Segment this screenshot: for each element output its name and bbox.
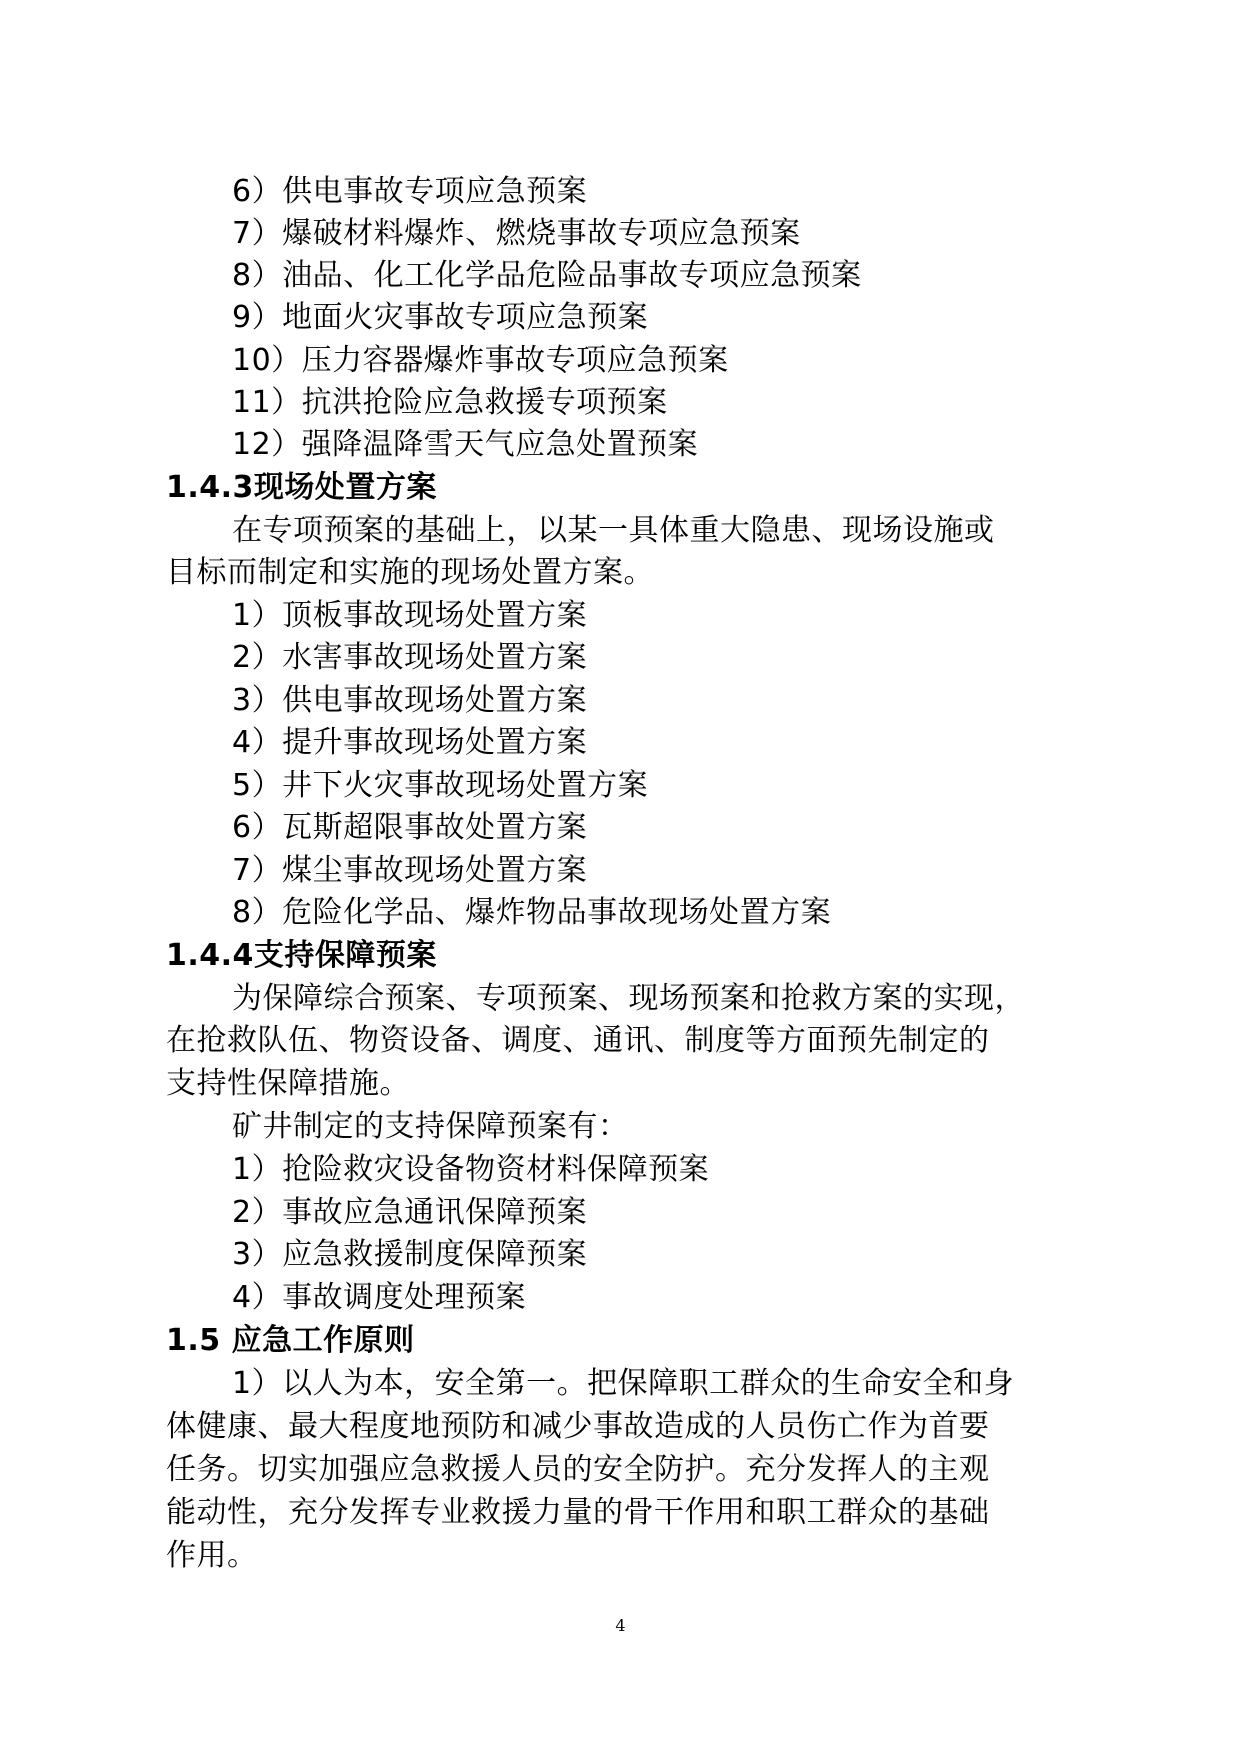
- list-item: 8）危险化学品、爆炸物品事故现场处置方案: [232, 895, 832, 930]
- list-item: 7）爆破材料爆炸、燃烧事故专项应急预案: [232, 216, 801, 251]
- list-item: 4）事故调度处理预案: [232, 1280, 527, 1315]
- paragraph-line: 矿井制定的支持保障预案有：: [232, 1109, 629, 1144]
- list-item: 10）压力容器爆炸事故专项应急预案: [232, 343, 729, 378]
- list-item: 8）油品、化工化学品危险品事故专项应急预案: [232, 258, 862, 293]
- list-item: 6）瓦斯超限事故处置方案: [232, 810, 588, 845]
- paragraph-line: 支持性保障措施。: [166, 1066, 410, 1101]
- list-item: 1）抢险救灾设备物资材料保障预案: [232, 1152, 710, 1187]
- list-item: 3）供电事故现场处置方案: [232, 683, 588, 718]
- paragraph-line: 能动性，充分发挥专业救援力量的骨干作用和职工群众的基础: [166, 1495, 990, 1530]
- section-heading-1-4-4: 1.4.4支持保障预案: [166, 938, 437, 973]
- list-item: 12）强降温降雪天气应急处置预案: [232, 427, 699, 462]
- list-item: 3）应急救援制度保障预案: [232, 1237, 588, 1272]
- list-item: 11）抗洪抢险应急救援专项预案: [232, 385, 668, 420]
- paragraph-line: 1）以人为本，安全第一。把保障职工群众的生命安全和身: [232, 1366, 1015, 1401]
- list-item: 2）水害事故现场处置方案: [232, 640, 588, 675]
- paragraph-line: 任务。切实加强应急救援人员的安全防护。充分发挥人的主观: [166, 1452, 990, 1487]
- paragraph-line: 目标而制定和实施的现场处置方案。: [166, 555, 654, 590]
- list-item: 9）地面火灾事故专项应急预案: [232, 300, 649, 335]
- paragraph-line: 在抢救队伍、物资设备、调度、通讯、制度等方面预先制定的: [166, 1023, 990, 1058]
- section-heading-1-4-3: 1.4.3现场处置方案: [166, 470, 437, 505]
- paragraph-line: 为保障综合预案、专项预案、现场预案和抢救方案的实现，: [232, 981, 1025, 1016]
- list-item: 5）井下火灾事故现场处置方案: [232, 768, 649, 803]
- section-heading-1-5: 1.5 应急工作原则: [166, 1323, 415, 1358]
- page-number: 4: [615, 1616, 626, 1635]
- paragraph-line: 在专项预案的基础上，以某一具体重大隐患、现场设施或: [232, 513, 995, 548]
- list-item: 4）提升事故现场处置方案: [232, 725, 588, 760]
- list-item: 1）顶板事故现场处置方案: [232, 598, 588, 633]
- list-item: 2）事故应急通讯保障预案: [232, 1195, 588, 1230]
- paragraph-line: 作用。: [166, 1538, 258, 1573]
- list-item: 6）供电事故专项应急预案: [232, 174, 588, 209]
- list-item: 7）煤尘事故现场处置方案: [232, 853, 588, 888]
- paragraph-line: 体健康、最大程度地预防和减少事故造成的人员伤亡作为首要: [166, 1409, 990, 1444]
